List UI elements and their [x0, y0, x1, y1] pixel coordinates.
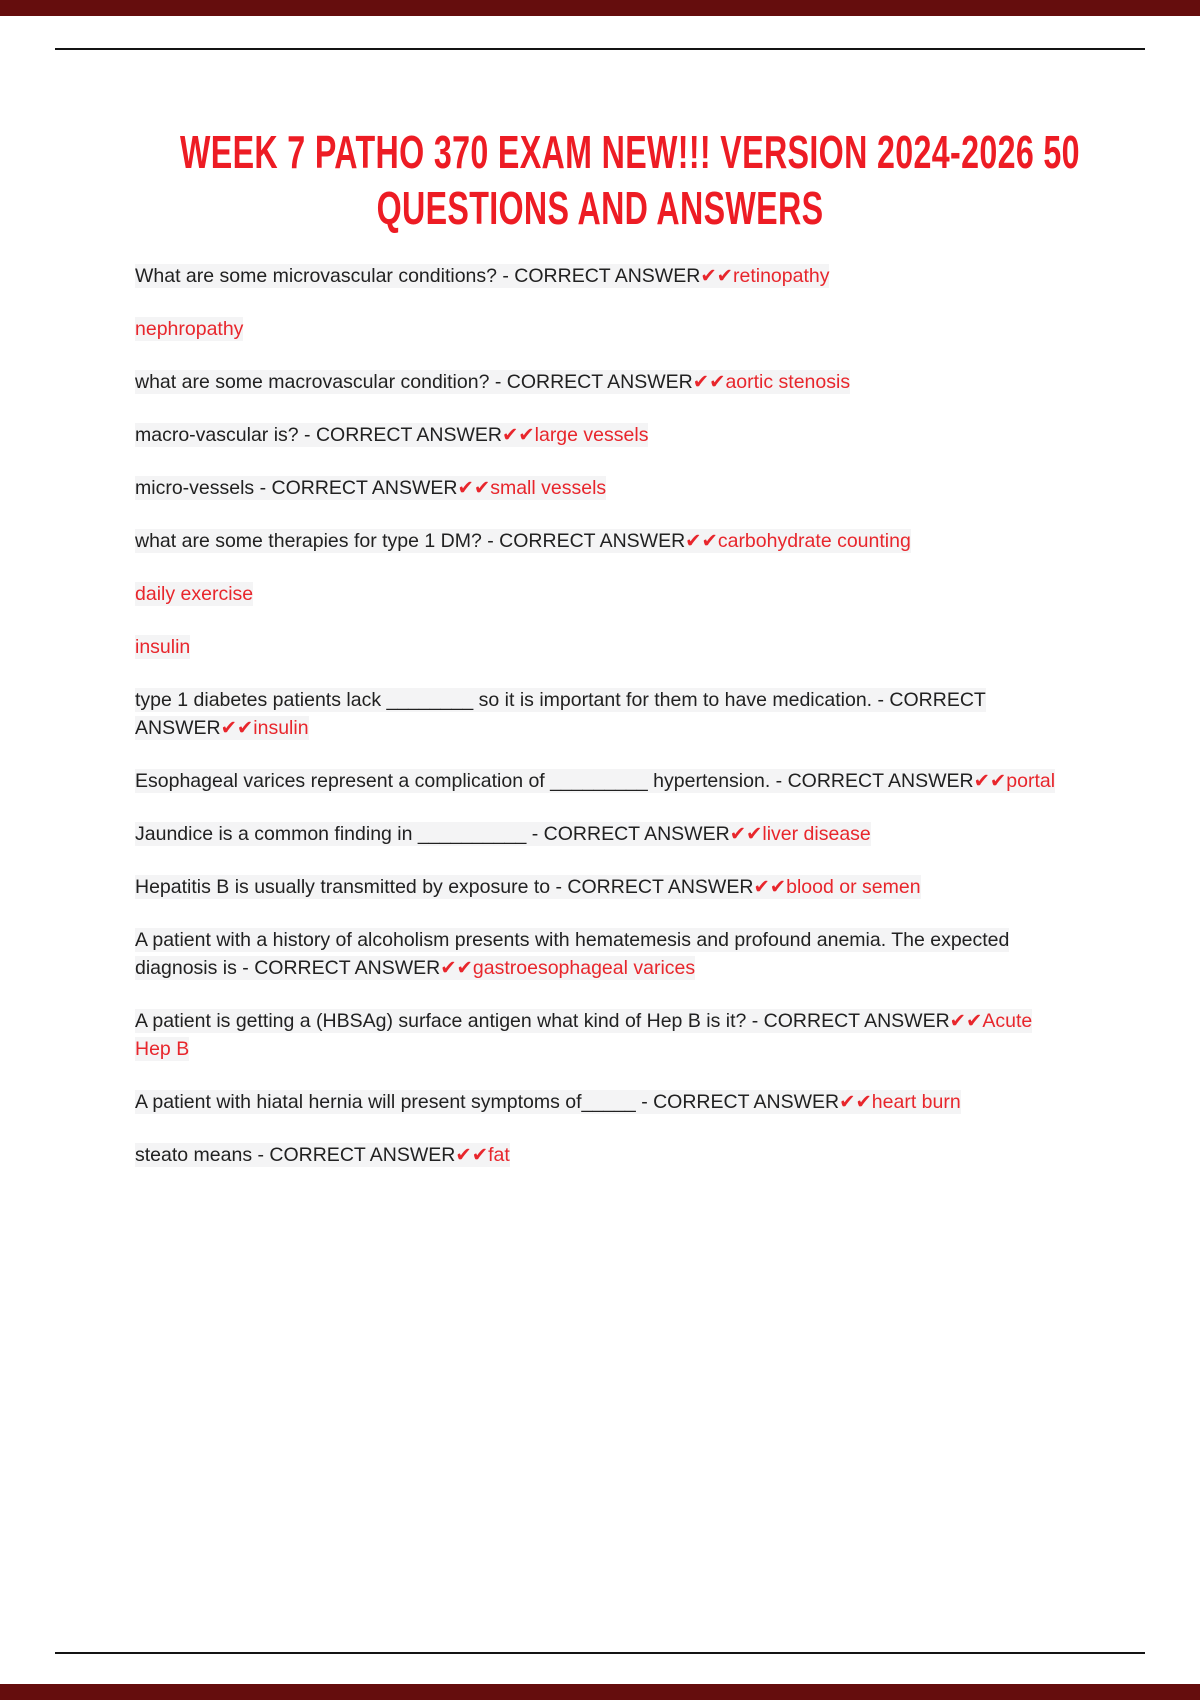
answer-text: retinopathy	[733, 265, 830, 287]
answer-text: aortic stenosis	[725, 371, 851, 393]
qa-paragraph	[135, 873, 1070, 901]
top-rule	[55, 48, 1145, 50]
question-text: What are some microvascular conditions? - CORRECT ANSWER	[135, 265, 701, 287]
question-text: Jaundice is a common finding in __________ - CORRECT ANSWER	[135, 823, 730, 845]
answer-text: small vessels	[490, 477, 607, 499]
qa-paragraph	[135, 686, 1070, 742]
question-text: A patient with a history of alcoholism presents with hematemesis and profound anemia. The expected diagnosis is - CORRECT ANSWER	[135, 929, 1010, 979]
answer-text: insulin	[135, 636, 191, 658]
answer-text: fat	[488, 1144, 510, 1166]
qa-paragraph	[135, 368, 1070, 396]
checkmarks-icon: ✔✔	[692, 371, 726, 393]
answer-text: insulin	[253, 717, 309, 739]
bottom-border-bar	[0, 1684, 1200, 1700]
question-text: type 1 diabetes patients lack ________ so it is important for them to have medication. - CORRECT ANSWER	[135, 689, 986, 739]
title-line-2: QUESTIONS AND ANSWERS	[376, 182, 824, 235]
question-text: steato means - CORRECT ANSWER	[135, 1144, 456, 1166]
bottom-rule	[55, 1652, 1145, 1654]
qa-paragraph	[135, 1088, 1070, 1116]
question-text: what are some therapies for type 1 DM? - CORRECT ANSWER	[135, 530, 686, 552]
checkmarks-icon: ✔✔	[973, 770, 1007, 792]
checkmarks-icon: ✔✔	[685, 530, 718, 552]
checkmarks-icon: ✔✔	[729, 823, 763, 845]
checkmarks-icon: ✔✔	[440, 957, 473, 979]
question-text: A patient with hiatal hernia will present symptoms of_____ - CORRECT ANSWER	[135, 1091, 840, 1113]
checkmarks-icon: ✔✔	[949, 1010, 983, 1032]
qa-paragraph	[135, 1007, 1070, 1063]
qa-paragraph	[135, 474, 1070, 502]
title-line-1: WEEK 7 PATHO 370 EXAM NEW!!! VERSION 2024-2026 50	[180, 126, 1080, 178]
qa-paragraph	[135, 1141, 1070, 1169]
question-text: micro-vessels - CORRECT ANSWER	[135, 477, 458, 499]
answer-text: nephropathy	[135, 318, 244, 340]
answer-text: heart burn	[871, 1091, 961, 1113]
qa-paragraph	[135, 421, 1070, 449]
question-text: A patient is getting a (HBSAg) surface antigen what kind of Hep B is it? - CORRECT ANSWER	[135, 1010, 950, 1032]
answer-text: blood or semen	[786, 876, 921, 898]
checkmarks-icon: ✔✔	[455, 1144, 489, 1166]
answer-text: liver disease	[762, 823, 871, 845]
qa-paragraph	[135, 527, 1070, 555]
question-text: Hepatitis B is usually transmitted by exposure to - CORRECT ANSWER	[135, 876, 754, 898]
qa-paragraph	[135, 580, 1070, 608]
document-title	[180, 124, 1080, 236]
question-text: Esophageal varices represent a complication of _________ hypertension. - CORRECT ANSWER	[135, 770, 974, 792]
qa-list	[135, 262, 1070, 1194]
top-border-bar	[0, 0, 1200, 16]
question-text: what are some macrovascular condition? - CORRECT ANSWER	[135, 371, 693, 393]
checkmarks-icon: ✔✔	[753, 876, 787, 898]
checkmarks-icon: ✔✔	[700, 265, 733, 287]
qa-paragraph	[135, 315, 1070, 343]
answer-text: portal	[1006, 770, 1056, 792]
checkmarks-icon: ✔✔	[501, 424, 535, 446]
answer-text: Acute Hep B	[135, 1010, 1033, 1060]
answer-text: gastroesophageal varices	[472, 957, 696, 979]
checkmarks-icon: ✔✔	[220, 717, 254, 739]
checkmarks-icon: ✔✔	[457, 477, 491, 499]
answer-text: large vessels	[534, 424, 649, 446]
question-text: macro-vascular is? - CORRECT ANSWER	[135, 424, 502, 446]
qa-paragraph	[135, 926, 1070, 982]
answer-text: daily exercise	[135, 583, 254, 605]
checkmarks-icon: ✔✔	[839, 1091, 872, 1113]
qa-paragraph	[135, 633, 1070, 661]
qa-paragraph	[135, 820, 1070, 848]
qa-paragraph	[135, 767, 1070, 795]
qa-paragraph	[135, 262, 1070, 290]
answer-text: carbohydrate counting	[717, 530, 911, 552]
